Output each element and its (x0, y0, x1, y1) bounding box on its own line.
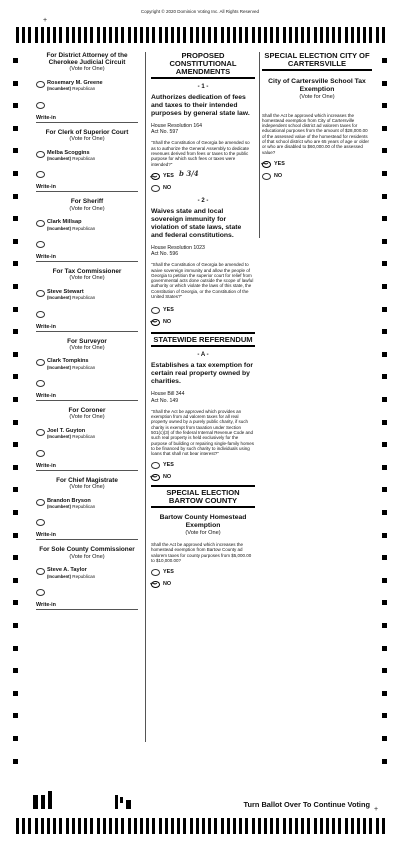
yes-label: YES (163, 462, 174, 469)
question-title: Waives state and local sovereign immunity for violation of state laws, state and federal constitutions. (151, 207, 242, 239)
candidate-oval[interactable] (36, 220, 45, 227)
writein-line[interactable]: Write-in (36, 602, 138, 610)
race (36, 129, 138, 193)
city-election-header: SPECIAL ELECTION CITY OF CARTERSVILLE (262, 52, 372, 71)
question-text: "Shall the Act be approved which provides an exemption from ad valorem taxes for all real property owned by a purely public charity, if such charity is exempt from taxation under Section 501(c)(3) of the federal Internal Revenue Code and such real property is held exclusively for the purpose of building or repairing single-family homes to be financed by such charity to individuals using loans that shall not bear interest?" (151, 408, 255, 457)
writein-oval[interactable] (36, 311, 45, 318)
candidate-option[interactable] (36, 289, 138, 301)
office-title: For Sheriff (70, 198, 104, 206)
candidate-oval[interactable] (36, 290, 45, 297)
q1-no-option[interactable] (151, 185, 255, 192)
party-label: Republican (72, 86, 96, 92)
writein-oval[interactable] (36, 241, 45, 248)
pen-mark: ~ (149, 470, 159, 484)
party-label: Republican (72, 434, 96, 440)
race (36, 198, 138, 262)
party-label: Republican (72, 504, 96, 510)
yes-label: YES (163, 307, 174, 314)
incumbent-label: (Incumbent) (47, 225, 71, 231)
candidate-option[interactable] (36, 80, 138, 92)
candidate-party (47, 434, 138, 439)
party-label: Republican (72, 295, 96, 301)
race (36, 52, 138, 123)
yes-label: YES (163, 172, 174, 179)
handwritten-note: b 3/4 (179, 168, 199, 178)
question-number: - A - (197, 352, 209, 359)
vote-for-one: (Vote for One) (69, 344, 105, 351)
writein-line[interactable]: Write-in (36, 184, 138, 192)
qb-no-option[interactable] (149, 577, 255, 591)
party-label: Republican (72, 156, 96, 162)
writein-oval[interactable] (36, 450, 45, 457)
column-divider (259, 52, 260, 238)
qa-yes-option[interactable] (151, 462, 255, 469)
no-oval[interactable] (151, 185, 160, 192)
bottom-timing-marks (16, 818, 386, 834)
candidate-option[interactable] (36, 150, 138, 162)
writein-line[interactable]: Write-in (36, 324, 138, 332)
candidate-party (47, 226, 138, 231)
no-oval[interactable] (262, 173, 271, 180)
city-no-option[interactable] (262, 173, 372, 180)
amendments-column (149, 51, 255, 591)
q2-no-option[interactable] (149, 315, 255, 329)
no-label: NO (163, 319, 172, 326)
candidate-oval[interactable] (36, 429, 45, 436)
candidate-oval[interactable] (36, 568, 45, 575)
yes-oval[interactable] (151, 307, 160, 314)
writein-line[interactable]: Write-in (36, 463, 138, 471)
resolution-number: House Resolution 164 (151, 123, 203, 129)
question-text: Shall the Act be approved which increases the homestead exemption from City of Cartersville independent school district ad valorem taxes for educational purposes from the amount of $28,000.00 of the assessed value of the homestead for residents of that school district who are 65 years of age or older or who are disabled to $60,000.00 of the assessed value? (262, 112, 370, 155)
candidate-oval[interactable] (36, 151, 45, 158)
question-title: City of Cartersville School Tax Exemption (268, 78, 366, 93)
vote-for-one: (Vote for One) (69, 275, 105, 282)
candidate-name: Steve A. Taylor (47, 567, 87, 574)
writein-oval[interactable] (36, 380, 45, 387)
question-title: Establishes a tax exemption for certain real property owned by charities. (151, 362, 253, 386)
writein-oval[interactable] (36, 589, 45, 596)
office-title: For Sole County Commissioner (39, 546, 135, 554)
office-title: For Surveyor (67, 337, 107, 345)
no-label: NO (274, 172, 283, 179)
no-label: NO (163, 184, 172, 191)
qb-yes-option[interactable] (151, 569, 255, 576)
candidate-option[interactable] (36, 498, 138, 510)
incumbent-label: (Incumbent) (47, 573, 71, 579)
candidate-column (36, 52, 138, 610)
question-reference (151, 123, 255, 135)
incumbent-label: (Incumbent) (47, 504, 71, 510)
office-title: For Clerk of Superior Court (45, 128, 129, 136)
pen-mark: ~ (260, 156, 270, 170)
candidate-name: Clark Millsap (47, 219, 82, 226)
question-reference (151, 391, 255, 403)
question-number: - 2 - (197, 197, 209, 204)
party-label: Republican (72, 573, 96, 579)
turn-ballot-instruction: Turn Ballot Over To Continue Voting (243, 800, 370, 809)
yes-label: YES (163, 569, 174, 576)
vote-for-one: (Vote for One) (69, 414, 105, 421)
no-label: NO (163, 581, 172, 588)
office-title: For Chief Magistrate (56, 476, 118, 484)
special-election-header: SPECIAL ELECTION BARTOW COUNTY (151, 485, 255, 508)
candidate-option[interactable] (36, 567, 138, 579)
candidate-name: Rosemary M. Greene (47, 80, 103, 86)
vote-for-one: (Vote for One) (69, 66, 105, 73)
candidate-party (47, 574, 138, 579)
question-text: "Shall the Constitution of Georgia be amended to waive sovereign immunity and allow the people of Georgia to petition the superior court for relief from governmental acts done outside the scope of lawful authority or which violate the laws of this state, the Constitution of Georgia, or the Constitution of the United States?" (151, 262, 254, 300)
question-text: "Shall the Constitution of Georgia be amended so as to authorize the General Assembly to dedicate revenues derived from fees or taxes to the public purpose for which such fees or taxes were intended?" (151, 140, 250, 167)
office-title: For Tax Commissioner (52, 268, 122, 276)
candidate-oval[interactable] (36, 499, 45, 506)
candidate-party (47, 86, 138, 91)
candidate-option[interactable] (36, 219, 138, 231)
q2-yes-option[interactable] (151, 307, 255, 314)
city-yes-option[interactable] (260, 156, 372, 170)
registration-mark: + (43, 17, 48, 24)
candidate-name: Joel T. Guyton (47, 428, 86, 435)
pen-mark: ~ (149, 315, 159, 329)
writein-line[interactable]: Write-in (36, 532, 138, 540)
candidate-oval[interactable] (36, 81, 45, 88)
act-number: Act No. 596 (151, 251, 179, 258)
vote-for-one: (Vote for One) (299, 94, 335, 100)
race (36, 546, 138, 610)
writein-oval[interactable] (36, 519, 45, 526)
candidate-option[interactable] (36, 428, 138, 440)
yes-oval[interactable] (151, 462, 160, 469)
incumbent-label: (Incumbent) (47, 156, 71, 162)
candidate-name: Brandon Bryson (47, 497, 91, 504)
candidate-name: Melba Scoggins (47, 149, 90, 156)
race (36, 407, 138, 471)
office-title: For District Attorney of the Cherokee Judicial Circuit (46, 52, 128, 67)
registration-mark: + (374, 806, 379, 813)
copyright-text: Copyright © 2020 Dominion Voting Inc. All Rights Reserved (140, 9, 260, 14)
incumbent-label: (Incumbent) (47, 295, 71, 301)
candidate-name: Clark Tompkins (47, 358, 89, 365)
candidate-name: Steve Stewart (47, 288, 84, 295)
yes-oval[interactable] (151, 569, 160, 576)
incumbent-label: (Incumbent) (47, 364, 71, 370)
party-label: Republican (72, 364, 96, 370)
writein-line[interactable]: Write-in (36, 254, 138, 262)
no-label: NO (163, 474, 172, 481)
question-number: - 1 - (197, 84, 209, 90)
amendments-header: PROPOSED CONSTITUTIONAL AMENDMENTS (151, 52, 255, 79)
writein-line[interactable]: Write-in (36, 393, 138, 401)
top-timing-marks (16, 27, 386, 43)
writein-line[interactable]: Write-in (36, 115, 138, 123)
yes-label: YES (274, 160, 285, 167)
office-title: For Coroner (68, 407, 106, 415)
resolution-number: House Resolution 1023 (151, 244, 205, 251)
race (36, 477, 138, 541)
column-divider (145, 52, 146, 742)
candidate-oval[interactable] (36, 359, 45, 366)
race (36, 338, 138, 402)
act-number: Act No. 597 (151, 129, 179, 136)
candidate-party (47, 295, 138, 300)
party-label: Republican (72, 225, 96, 231)
q1-yes-option[interactable] (149, 168, 255, 183)
race (36, 268, 138, 332)
vote-for-one: (Vote for One) (69, 484, 105, 491)
city-special-election-column (262, 52, 372, 180)
qa-no-option[interactable] (149, 470, 255, 484)
question-text: Shall the Act be approved which increases the homestead exemption from Bartow County ad valorem taxes for county purposes from $5,000.00 to $10,000.00? (151, 542, 252, 563)
question-title: Authorizes dedication of fees and taxes to their intended purposes by general state law. (151, 94, 250, 117)
candidate-option[interactable] (36, 358, 138, 370)
question-title: Bartow County Homestead Exemption (159, 514, 247, 530)
writein-oval[interactable] (36, 102, 45, 109)
question-reference (151, 245, 255, 257)
vote-for-one: (Vote for One) (69, 136, 105, 143)
act-number: Act No. 149 (151, 397, 179, 404)
incumbent-label: (Incumbent) (47, 86, 71, 92)
vote-for-one: (Vote for One) (69, 205, 105, 212)
referendum-header: STATEWIDE REFERENDUM (151, 332, 255, 347)
vote-for-one: (Vote for One) (185, 530, 221, 537)
candidate-party (47, 156, 138, 161)
incumbent-label: (Incumbent) (47, 434, 71, 440)
pen-mark: ~ (149, 577, 159, 591)
vote-for-one: (Vote for One) (69, 553, 105, 560)
writein-oval[interactable] (36, 171, 45, 178)
bill-number: House Bill 344 (151, 391, 185, 398)
pen-mark: ~ (149, 169, 159, 183)
candidate-party (47, 365, 138, 370)
candidate-party (47, 504, 138, 509)
